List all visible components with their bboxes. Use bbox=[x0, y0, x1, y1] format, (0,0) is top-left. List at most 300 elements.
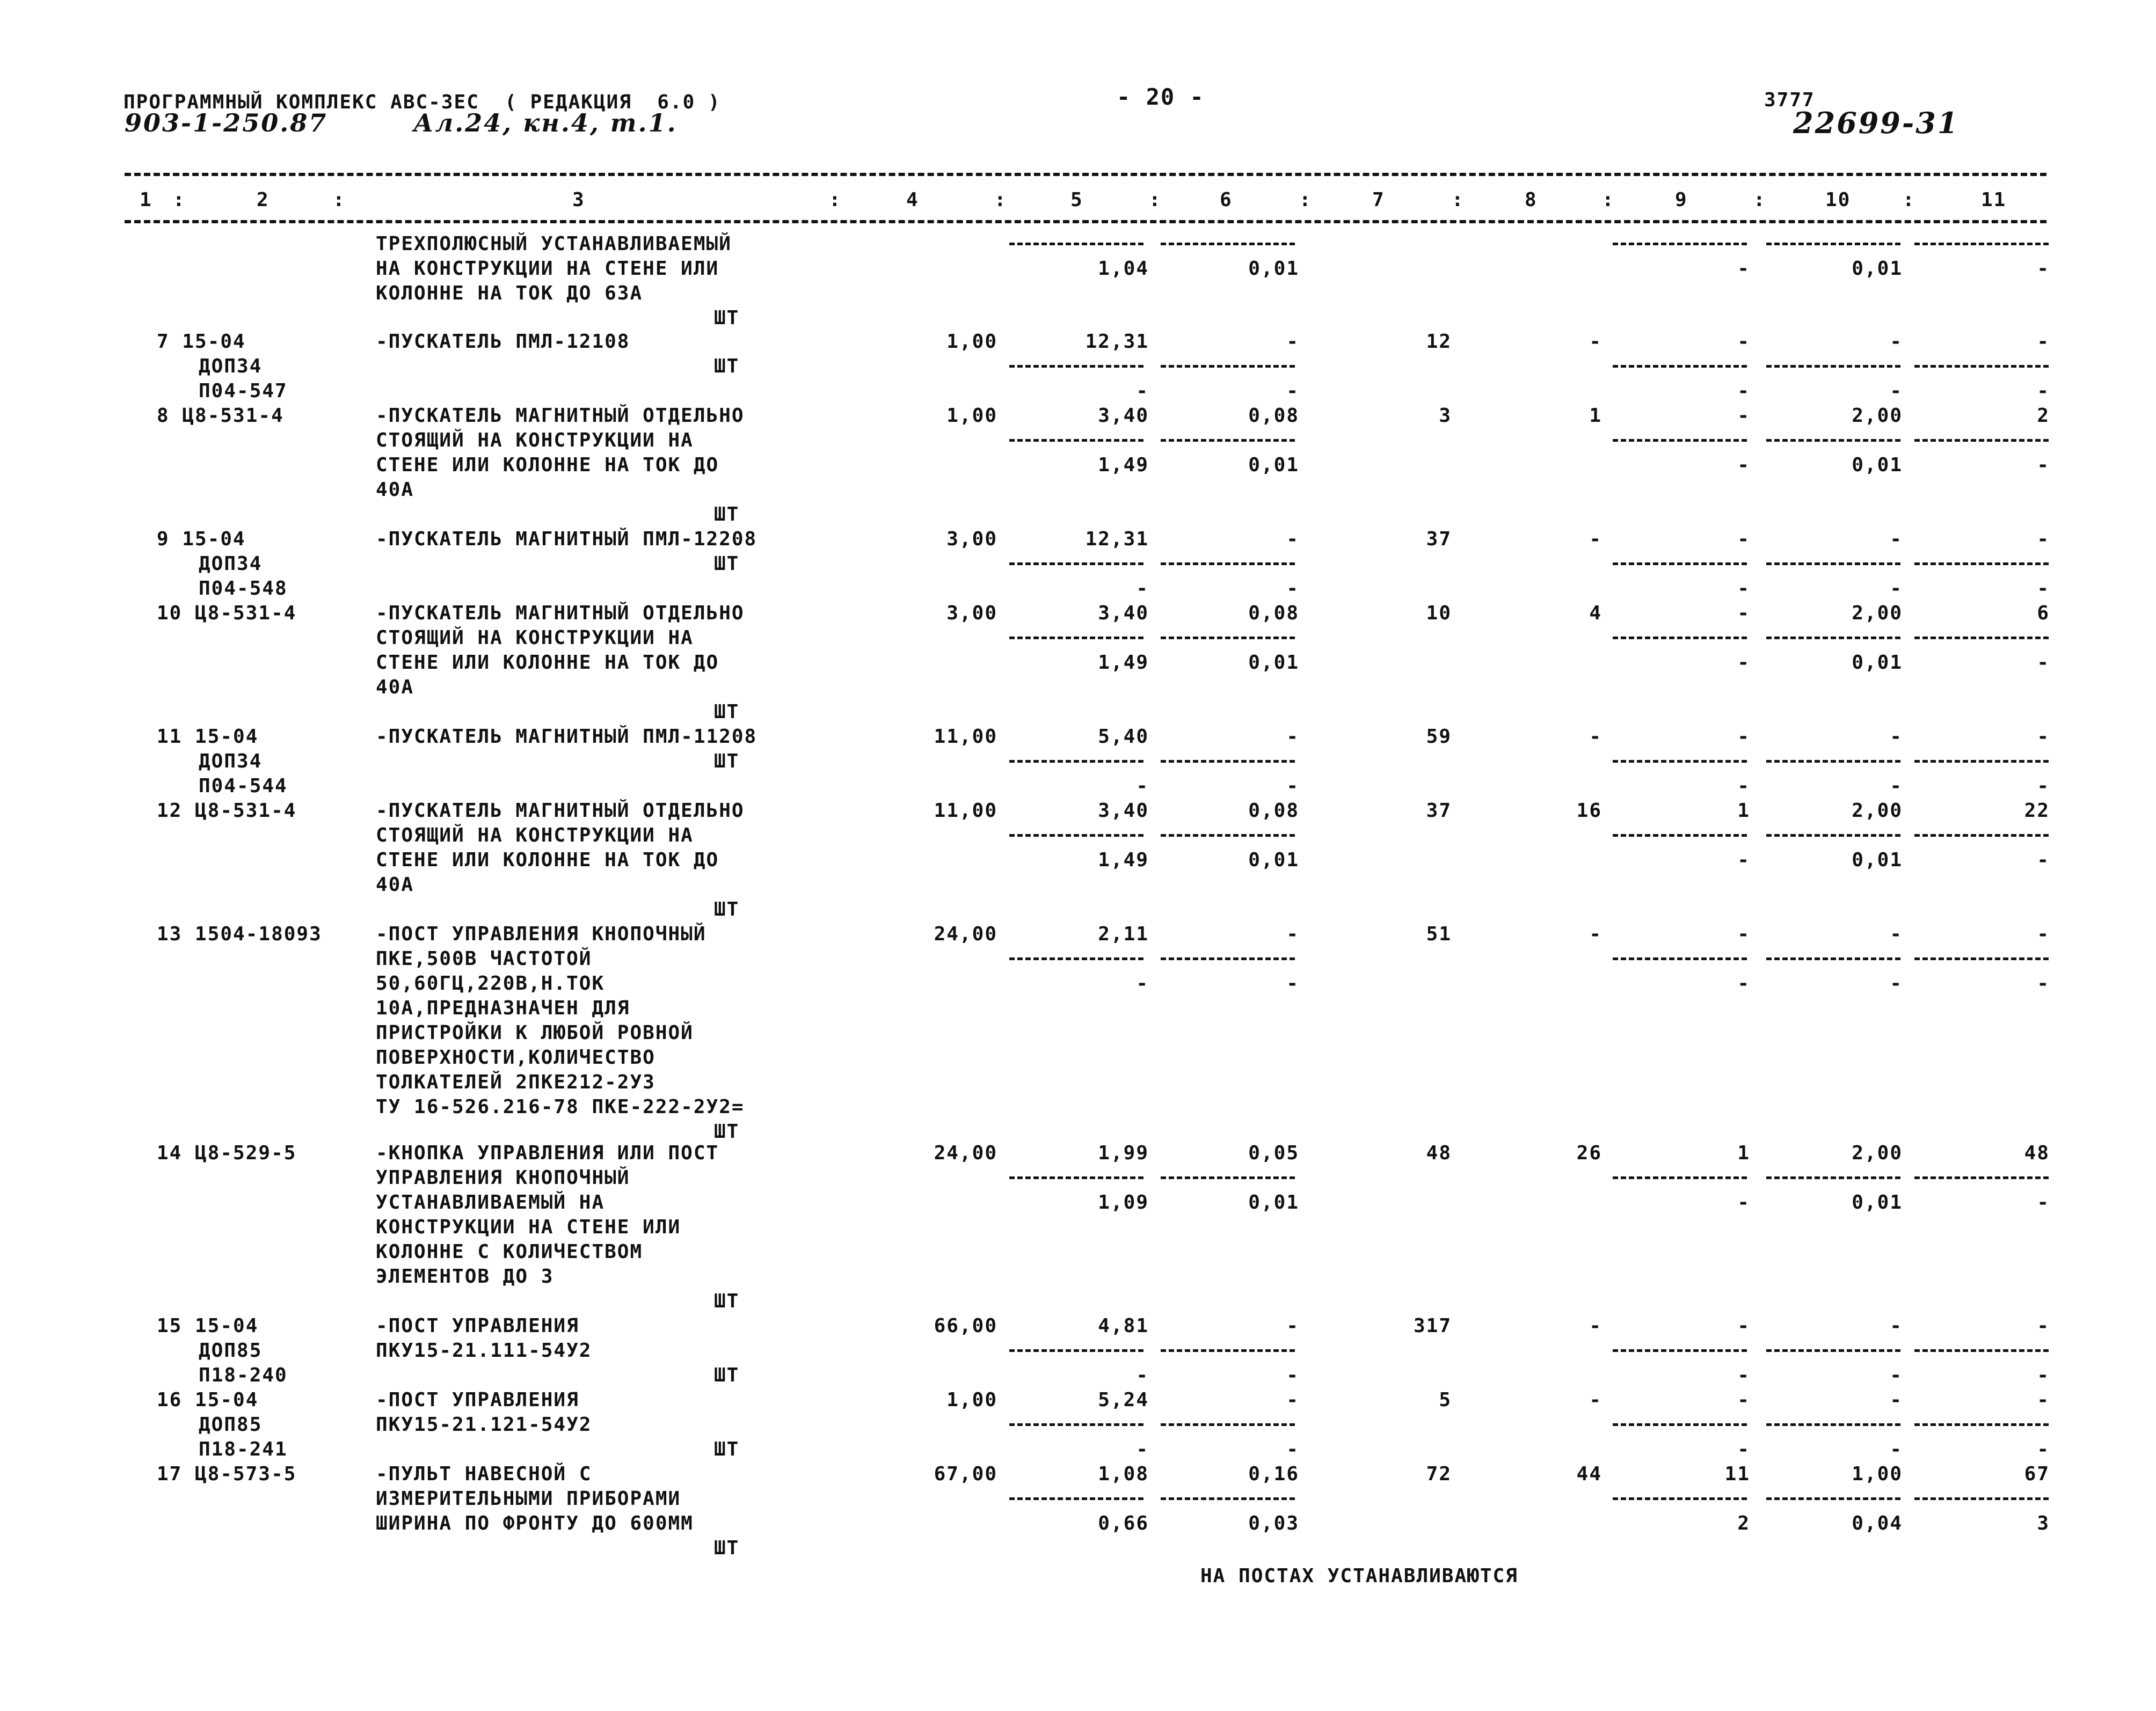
col-header-7: 7 bbox=[1372, 189, 1385, 211]
cell-c5: - bbox=[1136, 1438, 1149, 1460]
cell-c11: - bbox=[2037, 1389, 2050, 1411]
cell-c10: 1,00 bbox=[1852, 1463, 1903, 1485]
dashed-separator bbox=[1914, 834, 2049, 837]
dashed-separator bbox=[1009, 439, 1143, 442]
cell-c10: 0,01 bbox=[1852, 454, 1903, 476]
row-description: -ПУСКАТЕЛЬ МАГНИТНЫЙ ОТДЕЛЬНО bbox=[376, 602, 745, 624]
cell-c11: - bbox=[2037, 331, 2050, 353]
cell-c11: - bbox=[2037, 577, 2050, 599]
row-code-sub: ДОП34 bbox=[199, 553, 263, 575]
row-code: 8 Ц8-531-4 bbox=[157, 405, 284, 427]
unit-label: ШТ bbox=[714, 355, 740, 377]
cell-c4: 66,00 bbox=[934, 1315, 997, 1337]
row-description: -ПОСТ УПРАВЛЕНИЯ bbox=[376, 1315, 579, 1337]
cell-c10: - bbox=[1890, 726, 1903, 748]
col-header-5: 5 bbox=[1070, 189, 1083, 211]
col-header-sep: : bbox=[1753, 189, 1766, 211]
cell-c11: 2 bbox=[2037, 405, 2050, 427]
row-description: -ПОСТ УПРАВЛЕНИЯ КНОПОЧНЫЙ bbox=[376, 923, 706, 945]
cell-c10: - bbox=[1890, 577, 1903, 599]
dashed-separator bbox=[1613, 760, 1747, 763]
row-code: 17 Ц8-573-5 bbox=[157, 1463, 297, 1485]
cell-c8: - bbox=[1589, 923, 1602, 945]
row-description: ПКУ15-21.111-54У2 bbox=[376, 1340, 592, 1362]
dashed-separator bbox=[1914, 957, 2049, 960]
dashed-separator bbox=[1009, 1176, 1143, 1179]
cell-c6: 0,03 bbox=[1248, 1512, 1299, 1534]
cell-c10: - bbox=[1890, 923, 1903, 945]
col-header-sep: : bbox=[1452, 189, 1465, 211]
cell-c4: 1,00 bbox=[946, 1389, 997, 1411]
cell-c11: - bbox=[2037, 775, 2050, 797]
cell-c5: 0,66 bbox=[1098, 1512, 1149, 1534]
row-description: -КНОПКА УПРАВЛЕНИЯ ИЛИ ПОСТ bbox=[376, 1142, 719, 1164]
dashed-separator bbox=[1766, 760, 1900, 763]
cell-c6: - bbox=[1286, 528, 1299, 550]
row-code: 7 15-04 bbox=[157, 331, 246, 353]
col-header-4: 4 bbox=[906, 189, 919, 211]
dashed-separator bbox=[1766, 243, 1900, 245]
cell-c9: - bbox=[1737, 652, 1750, 674]
cell-c5: - bbox=[1136, 775, 1149, 797]
col-header-sep: : bbox=[994, 189, 1007, 211]
cell-c6: 0,16 bbox=[1248, 1463, 1299, 1485]
row-description: СТОЯЩИЙ НА КОНСТРУКЦИИ НА bbox=[376, 429, 694, 451]
cell-c11: - bbox=[2037, 528, 2050, 550]
dashed-separator bbox=[1009, 1497, 1143, 1500]
cell-c5: 3,40 bbox=[1098, 602, 1149, 624]
cell-c6: 0,08 bbox=[1248, 602, 1299, 624]
cell-col5: 1,04 bbox=[1098, 258, 1149, 280]
dashed-separator bbox=[1613, 637, 1747, 639]
cell-c11: - bbox=[2037, 380, 2050, 402]
unit-label: ШТ bbox=[714, 1537, 740, 1559]
row-description: 50,60ГЦ,220В,Н.ТОК bbox=[376, 973, 605, 995]
unit-label: ШТ bbox=[714, 1121, 740, 1143]
row-description: -ПУСКАТЕЛЬ МАГНИТНЫЙ ОТДЕЛЬНО bbox=[376, 800, 745, 822]
cell-c11: - bbox=[2037, 973, 2050, 995]
footer-note: НА ПОСТАХ УСТАНАВЛИВАЮТСЯ bbox=[1200, 1565, 1518, 1587]
row-code: 12 Ц8-531-4 bbox=[157, 800, 297, 822]
cell-c11: - bbox=[2037, 1191, 2050, 1213]
program-title: ПРОГРАММНЫЙ КОМПЛЕКС АВС-3ЕС ( РЕДАКЦИЯ 6.0 ) bbox=[123, 91, 721, 113]
row-description: СТЕНЕ ИЛИ КОЛОННЕ НА ТОК ДО bbox=[376, 849, 719, 871]
row-description: ТОЛКАТЕЛЕЙ 2ПКЕ212-2У3 bbox=[376, 1071, 655, 1093]
unit-label: ШТ bbox=[714, 750, 740, 772]
cell-c10: 0,01 bbox=[1852, 1191, 1903, 1213]
cell-c9: - bbox=[1737, 405, 1750, 427]
dashed-separator bbox=[1914, 1176, 2049, 1179]
col-header-1: 1 bbox=[140, 189, 152, 211]
row-code-sub: ДОП85 bbox=[199, 1340, 263, 1362]
cell-c11: - bbox=[2037, 1364, 2050, 1386]
cell-c5: - bbox=[1136, 973, 1149, 995]
dashed-separator bbox=[1914, 637, 2049, 639]
dashed-separator bbox=[1009, 1349, 1143, 1352]
dashed-separator bbox=[1613, 365, 1747, 368]
description-line: КОЛОННЕ НА ТОК ДО 63А bbox=[376, 282, 643, 304]
dashed-separator bbox=[1009, 243, 1143, 245]
row-description: -ПУСКАТЕЛЬ МАГНИТНЫЙ ПМЛ-11208 bbox=[376, 726, 757, 748]
dashed-separator bbox=[1161, 637, 1295, 639]
col-header-sep: : bbox=[173, 189, 186, 211]
col-header-3: 3 bbox=[572, 189, 585, 211]
cell-c5: 12,31 bbox=[1085, 331, 1149, 353]
unit-label: ШТ bbox=[714, 307, 740, 329]
row-code: 10 Ц8-531-4 bbox=[157, 602, 297, 624]
dashed-separator bbox=[1914, 562, 2049, 565]
cell-c10: 0,04 bbox=[1852, 1512, 1903, 1534]
dashed-separator bbox=[1009, 760, 1143, 763]
unit-label: ШТ bbox=[714, 503, 740, 525]
dashed-separator bbox=[1766, 439, 1900, 442]
cell-c6: - bbox=[1286, 1364, 1299, 1386]
cell-c8: 1 bbox=[1589, 405, 1602, 427]
cell-c11: 48 bbox=[2024, 1142, 2050, 1164]
cell-c8: - bbox=[1589, 1389, 1602, 1411]
cell-c9: - bbox=[1737, 577, 1750, 599]
cell-c9: - bbox=[1737, 923, 1750, 945]
cell-c6: - bbox=[1286, 1438, 1299, 1460]
col-header-sep: : bbox=[1299, 189, 1312, 211]
row-description: ИЗМЕРИТЕЛЬНЫМИ ПРИБОРАМИ bbox=[376, 1488, 681, 1510]
row-code-sub: ДОП34 bbox=[199, 355, 263, 377]
dashed-separator bbox=[1161, 1176, 1295, 1179]
dashed-separator bbox=[1161, 365, 1295, 368]
dashed-separator bbox=[1613, 1423, 1747, 1426]
row-description: 10А,ПРЕДНАЗНАЧЕН ДЛЯ bbox=[376, 997, 630, 1019]
cell-c5: 1,49 bbox=[1098, 849, 1149, 871]
cell-c10: - bbox=[1890, 1389, 1903, 1411]
row-code: 14 Ц8-529-5 bbox=[157, 1142, 297, 1164]
cell-c9: 1 bbox=[1737, 1142, 1750, 1164]
row-description: -ПУСКАТЕЛЬ МАГНИТНЫЙ ПМЛ-12208 bbox=[376, 528, 757, 550]
description-line: НА КОНСТРУКЦИИ НА СТЕНЕ ИЛИ bbox=[376, 258, 719, 280]
header-bottom-rule bbox=[125, 220, 2046, 223]
cell-c11: - bbox=[2037, 1438, 2050, 1460]
col-header-sep: : bbox=[1903, 189, 1915, 211]
row-code-sub: ДОП34 bbox=[199, 750, 263, 772]
cell-c5: - bbox=[1136, 1364, 1149, 1386]
row-code-sub: П18-241 bbox=[199, 1438, 288, 1460]
unit-label: ШТ bbox=[714, 898, 740, 920]
cell-c9: - bbox=[1737, 1315, 1750, 1337]
dashed-separator bbox=[1766, 365, 1900, 368]
cell-c11: - bbox=[2037, 1315, 2050, 1337]
cell-c6: 0,08 bbox=[1248, 405, 1299, 427]
dashed-separator bbox=[1766, 1497, 1900, 1500]
row-code: 15 15-04 bbox=[157, 1315, 259, 1337]
dashed-separator bbox=[1161, 562, 1295, 565]
dashed-separator bbox=[1009, 957, 1143, 960]
dashed-separator bbox=[1009, 365, 1143, 368]
cell-c6: 0,08 bbox=[1248, 800, 1299, 822]
dashed-separator bbox=[1914, 760, 2049, 763]
dashed-separator bbox=[1161, 439, 1295, 442]
cell-c10: 2,00 bbox=[1852, 405, 1903, 427]
document-code: 3777 bbox=[1764, 89, 1815, 111]
table-top-rule bbox=[125, 173, 2046, 176]
row-description: КОНСТРУКЦИИ НА СТЕНЕ ИЛИ bbox=[376, 1216, 681, 1238]
col-header-sep: : bbox=[333, 189, 346, 211]
col-header-8: 8 bbox=[1525, 189, 1538, 211]
row-description: КОЛОННЕ С КОЛИЧЕСТВОМ bbox=[376, 1241, 643, 1263]
cell-c5: 5,24 bbox=[1098, 1389, 1149, 1411]
dashed-separator bbox=[1161, 1497, 1295, 1500]
cell-c11: 67 bbox=[2024, 1463, 2050, 1485]
page-number: - 20 - bbox=[1117, 84, 1205, 110]
row-code-sub: П04-544 bbox=[199, 775, 288, 797]
cell-col11: - bbox=[2037, 258, 2050, 280]
cell-c7: 72 bbox=[1426, 1463, 1452, 1485]
dashed-separator bbox=[1613, 1349, 1747, 1352]
cell-c7: 59 bbox=[1426, 726, 1452, 748]
row-description: ПОВЕРХНОСТИ,КОЛИЧЕСТВО bbox=[376, 1047, 655, 1069]
cell-c8: - bbox=[1589, 528, 1602, 550]
row-description: ПКУ15-21.121-54У2 bbox=[376, 1414, 592, 1436]
col-header-9: 9 bbox=[1675, 189, 1688, 211]
cell-c8: 16 bbox=[1576, 800, 1602, 822]
cell-c5: 4,81 bbox=[1098, 1315, 1149, 1337]
cell-c7: 12 bbox=[1426, 331, 1452, 353]
cell-c7: 3 bbox=[1439, 405, 1452, 427]
dashed-separator bbox=[1161, 1349, 1295, 1352]
cell-c5: 12,31 bbox=[1085, 528, 1149, 550]
row-code: 9 15-04 bbox=[157, 528, 246, 550]
unit-label: ШТ bbox=[714, 1438, 740, 1460]
cell-c9: 1 bbox=[1737, 800, 1750, 822]
cell-c10: 0,01 bbox=[1852, 849, 1903, 871]
unit-label: ШТ bbox=[714, 1364, 740, 1386]
dashed-separator bbox=[1914, 243, 2049, 245]
cell-c8: 44 bbox=[1576, 1463, 1602, 1485]
cell-c4: 24,00 bbox=[934, 923, 997, 945]
row-code-sub: П04-547 bbox=[199, 380, 288, 402]
cell-c4: 11,00 bbox=[934, 726, 997, 748]
cell-col10: 0,01 bbox=[1852, 258, 1903, 280]
cell-c9: - bbox=[1737, 726, 1750, 748]
dashed-separator bbox=[1914, 1423, 2049, 1426]
dashed-separator bbox=[1613, 1497, 1747, 1500]
cell-c9: - bbox=[1737, 380, 1750, 402]
row-code-sub: П04-548 bbox=[199, 577, 288, 599]
cell-c10: - bbox=[1890, 1364, 1903, 1386]
row-description: -ПУЛЬТ НАВЕСНОЙ С bbox=[376, 1463, 592, 1485]
row-description: ПКЕ,500В ЧАСТОТОЙ bbox=[376, 948, 592, 970]
dashed-separator bbox=[1766, 637, 1900, 639]
cell-c10: - bbox=[1890, 973, 1903, 995]
cell-c5: 1,99 bbox=[1098, 1142, 1149, 1164]
cell-c4: 1,00 bbox=[946, 405, 997, 427]
cell-c9: 2 bbox=[1737, 1512, 1750, 1534]
cell-c10: 0,01 bbox=[1852, 652, 1903, 674]
row-description: СТОЯЩИЙ НА КОНСТРУКЦИИ НА bbox=[376, 627, 694, 649]
cell-col6: 0,01 bbox=[1248, 258, 1299, 280]
row-description: 40А bbox=[376, 874, 414, 896]
cell-c4: 3,00 bbox=[946, 528, 997, 550]
dashed-separator bbox=[1914, 439, 2049, 442]
row-description: 40А bbox=[376, 479, 414, 501]
row-description: ЭЛЕМЕНТОВ ДО 3 bbox=[376, 1266, 554, 1288]
row-description: 40А bbox=[376, 676, 414, 698]
cell-c9: - bbox=[1737, 1364, 1750, 1386]
cell-c6: - bbox=[1286, 1315, 1299, 1337]
cell-c8: - bbox=[1589, 726, 1602, 748]
cell-c6: - bbox=[1286, 726, 1299, 748]
cell-c7: 51 bbox=[1426, 923, 1452, 945]
dashed-separator bbox=[1766, 834, 1900, 837]
cell-c11: - bbox=[2037, 849, 2050, 871]
cell-c6: 0,01 bbox=[1248, 652, 1299, 674]
cell-c7: 5 bbox=[1439, 1389, 1452, 1411]
dashed-separator bbox=[1009, 1423, 1143, 1426]
dashed-separator bbox=[1766, 1176, 1900, 1179]
cell-c4: 24,00 bbox=[934, 1142, 997, 1164]
row-code-sub: П18-240 bbox=[199, 1364, 288, 1386]
dashed-separator bbox=[1914, 365, 2049, 368]
row-description: ПРИСТРОЙКИ К ЛЮБОЙ РОВНОЙ bbox=[376, 1022, 694, 1044]
cell-c4: 3,00 bbox=[946, 602, 997, 624]
col-header-sep: : bbox=[1149, 189, 1162, 211]
row-code: 11 15-04 bbox=[157, 726, 259, 748]
cell-c11: - bbox=[2037, 454, 2050, 476]
cell-c11: - bbox=[2037, 652, 2050, 674]
cell-c10: - bbox=[1890, 331, 1903, 353]
cell-c10: 2,00 bbox=[1852, 1142, 1903, 1164]
cell-c6: 0,01 bbox=[1248, 1191, 1299, 1213]
dashed-separator bbox=[1914, 1497, 2049, 1500]
row-description: -ПУСКАТЕЛЬ ПМЛ-12108 bbox=[376, 331, 630, 353]
cell-c8: 4 bbox=[1589, 602, 1602, 624]
dashed-separator bbox=[1613, 1176, 1747, 1179]
dashed-separator bbox=[1009, 562, 1143, 565]
cell-c6: - bbox=[1286, 923, 1299, 945]
cell-c10: 2,00 bbox=[1852, 800, 1903, 822]
cell-c10: - bbox=[1890, 775, 1903, 797]
dashed-separator bbox=[1613, 957, 1747, 960]
col-header-sep: : bbox=[1602, 189, 1615, 211]
cell-c8: - bbox=[1589, 1315, 1602, 1337]
cell-c5: - bbox=[1136, 380, 1149, 402]
dashed-separator bbox=[1914, 1349, 2049, 1352]
description-line: ТРЕХПОЛЮСНЫЙ УСТАНАВЛИВАЕМЫЙ bbox=[376, 233, 732, 255]
col-header-6: 6 bbox=[1220, 189, 1233, 211]
dashed-separator bbox=[1161, 760, 1295, 763]
unit-label: ШТ bbox=[714, 553, 740, 575]
dashed-separator bbox=[1613, 834, 1747, 837]
col-header-11: 11 bbox=[1981, 189, 2007, 211]
dashed-separator bbox=[1766, 562, 1900, 565]
cell-c10: - bbox=[1890, 1438, 1903, 1460]
cell-c4: 11,00 bbox=[934, 800, 997, 822]
cell-c5: 2,11 bbox=[1098, 923, 1149, 945]
handwritten-sheet-number: 22699-31 bbox=[1793, 106, 1960, 140]
cell-c6: - bbox=[1286, 577, 1299, 599]
unit-label: ШТ bbox=[714, 1290, 740, 1312]
cell-c9: - bbox=[1737, 528, 1750, 550]
cell-c7: 37 bbox=[1426, 800, 1452, 822]
row-description: СТЕНЕ ИЛИ КОЛОННЕ НА ТОК ДО bbox=[376, 454, 719, 476]
row-code: 13 1504-18093 bbox=[157, 923, 322, 945]
col-header-2: 2 bbox=[257, 189, 270, 211]
cell-c8: - bbox=[1589, 331, 1602, 353]
dashed-separator bbox=[1766, 1349, 1900, 1352]
cell-c9: - bbox=[1737, 775, 1750, 797]
dashed-separator bbox=[1613, 439, 1747, 442]
dashed-separator bbox=[1161, 834, 1295, 837]
dashed-separator bbox=[1161, 243, 1295, 245]
cell-c6: - bbox=[1286, 973, 1299, 995]
cell-c6: - bbox=[1286, 1389, 1299, 1411]
cell-c6: 0,01 bbox=[1248, 849, 1299, 871]
cell-c7: 37 bbox=[1426, 528, 1452, 550]
cell-c7: 10 bbox=[1426, 602, 1452, 624]
cell-c7: 317 bbox=[1413, 1315, 1452, 1337]
row-description: ШИРИНА ПО ФРОНТУ ДО 600ММ bbox=[376, 1512, 694, 1534]
cell-c9: - bbox=[1737, 973, 1750, 995]
cell-c4: 1,00 bbox=[946, 331, 997, 353]
handwritten-album-ref: Ал.24, кн.4, т.1. bbox=[413, 108, 678, 137]
cell-c7: 48 bbox=[1426, 1142, 1452, 1164]
cell-c5: 3,40 bbox=[1098, 405, 1149, 427]
cell-c11: - bbox=[2037, 726, 2050, 748]
cell-c9: 11 bbox=[1724, 1463, 1750, 1485]
col-header-10: 10 bbox=[1825, 189, 1851, 211]
cell-c5: 3,40 bbox=[1098, 800, 1149, 822]
row-description: -ПОСТ УПРАВЛЕНИЯ bbox=[376, 1389, 579, 1411]
row-description: СТЕНЕ ИЛИ КОЛОННЕ НА ТОК ДО bbox=[376, 652, 719, 674]
cell-c11: 22 bbox=[2024, 800, 2050, 822]
dashed-separator bbox=[1009, 637, 1143, 639]
cell-c9: - bbox=[1737, 1438, 1750, 1460]
cell-c10: - bbox=[1890, 380, 1903, 402]
cell-c9: - bbox=[1737, 1389, 1750, 1411]
cell-c11: - bbox=[2037, 923, 2050, 945]
cell-c6: - bbox=[1286, 331, 1299, 353]
cell-c9: - bbox=[1737, 602, 1750, 624]
row-code: 16 15-04 bbox=[157, 1389, 259, 1411]
dashed-separator bbox=[1766, 1423, 1900, 1426]
row-description: УСТАНАВЛИВАЕМЫЙ НА bbox=[376, 1191, 605, 1213]
row-description: ТУ 16-526.216-78 ПКЕ-222-2У2= bbox=[376, 1096, 745, 1118]
row-description: УПРАВЛЕНИЯ КНОПОЧНЫЙ bbox=[376, 1167, 630, 1189]
handwritten-project-code: 903-1-250.87 bbox=[125, 108, 328, 137]
cell-c9: - bbox=[1737, 1191, 1750, 1213]
cell-c10: - bbox=[1890, 1315, 1903, 1337]
dashed-separator bbox=[1161, 1423, 1295, 1426]
cell-c9: - bbox=[1737, 849, 1750, 871]
cell-c9: - bbox=[1737, 454, 1750, 476]
dashed-separator bbox=[1613, 243, 1747, 245]
dashed-separator bbox=[1161, 957, 1295, 960]
cell-c11: 6 bbox=[2037, 602, 2050, 624]
row-code-sub: ДОП85 bbox=[199, 1414, 263, 1436]
cell-c5: 1,49 bbox=[1098, 652, 1149, 674]
dashed-separator bbox=[1766, 957, 1900, 960]
cell-c6: 0,05 bbox=[1248, 1142, 1299, 1164]
dashed-separator bbox=[1613, 562, 1747, 565]
cell-c4: 67,00 bbox=[934, 1463, 997, 1485]
cell-c5: - bbox=[1136, 577, 1149, 599]
cell-c9: - bbox=[1737, 331, 1750, 353]
row-description: СТОЯЩИЙ НА КОНСТРУКЦИИ НА bbox=[376, 824, 694, 846]
dashed-separator bbox=[1009, 834, 1143, 837]
cell-c6: - bbox=[1286, 775, 1299, 797]
cell-c10: - bbox=[1890, 528, 1903, 550]
unit-label: ШТ bbox=[714, 701, 740, 723]
cell-c6: 0,01 bbox=[1248, 454, 1299, 476]
cell-c10: 2,00 bbox=[1852, 602, 1903, 624]
